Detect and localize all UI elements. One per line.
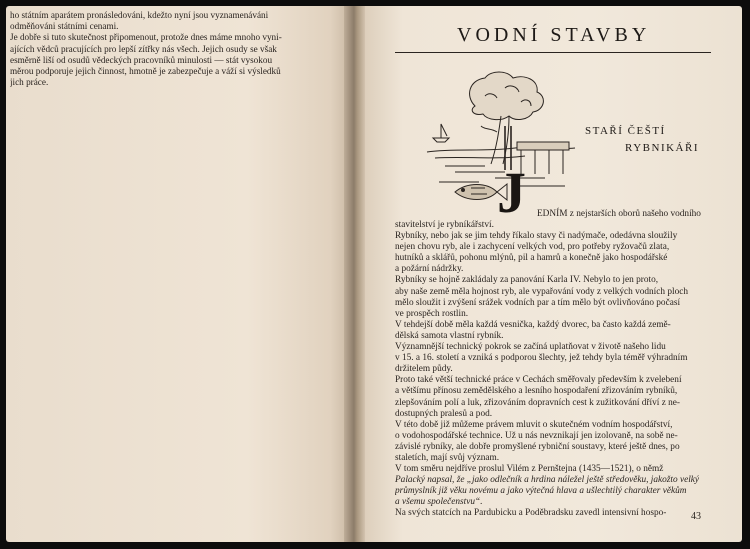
left-page-text — [10, 10, 326, 88]
opening-line: EDNÍM z nejstarších oborů našeho vodního — [537, 209, 701, 219]
text-line: ve prospěch rostlin. — [395, 308, 469, 319]
text-line: v 15. a 16. století a vzniká s podporou šlechty, jež tehdy byla téměř výhradním — [395, 353, 688, 364]
text-line: držitelem půdy. — [395, 364, 453, 375]
text-line: V této době již můžeme právem mluvit o skutečném vodním hospodářství, — [395, 419, 673, 430]
text-line: esměrně liší od osudů vědeckých pracovníků minulosti — stát vysokou — [10, 54, 273, 65]
text-line: hutníků a sklářů, pohonu mlýnů, pil a hamrů a konečně jako hospodářské — [395, 253, 668, 264]
section-title-line1: STAŘÍ ČEŠTÍ — [585, 125, 666, 137]
text-line: průmyslník již věku novému a jako výtečná hlava a ušlechtilý charakter věkům — [395, 486, 687, 497]
text-line: ajících vědců pracujících pro lepší zítřky nás všech. Jejich osudy se však — [10, 43, 277, 54]
text-line: Rybníky, nebo jak se jim tehdy říkalo stavy či nadýmače, odedávna sloužily — [395, 231, 678, 242]
text-line: závislé rybníky, ale dobře promyšlené rybniční soustavy, které ještě dnes, po — [395, 441, 680, 452]
text-line: ho státním aparátem pronásledováni, kdežto nyní jsou vyznamenáváni — [10, 10, 269, 20]
left-page — [6, 6, 351, 542]
text-line: měrou podporuje jejich činnost, hmotně je zabezpečuje a váží si výsledků — [10, 66, 281, 77]
text-line: mělo sloužit i zvýšení srážek vodních par a tím mělo být ovlivňováno počasí — [395, 297, 681, 308]
text-line: Na svých statcích na Pardubicku a Poděbradsku zavedl intensivní hospo- — [395, 508, 667, 519]
text-line: a většímu přínosu zemědělského a lesního hospodaření zřizováním rybníků, — [395, 386, 678, 397]
drop-cap: J — [497, 160, 526, 225]
chapter-title: VODNÍ STAVBY — [457, 24, 651, 46]
text-line: Významnější technický pokrok se začíná uplatňovat v životě našeho lidu — [395, 342, 666, 353]
text-line: odměňováni státními cenami. — [10, 21, 119, 32]
text-line: zlepšováním polí a luk, zřizováním dopravních cest k zužitkování dříví z ne- — [395, 397, 681, 408]
book-gutter — [344, 6, 366, 542]
text-line: V tehdejší době měla každá vesnička, každý dvorec, ba často každá země- — [395, 319, 671, 330]
text-line: a všemu společenstvu“. — [395, 497, 483, 508]
text-line: V tom směru nejdříve proslul Vilém z Pernštejna (1435—1521), o němž — [395, 464, 664, 475]
text-line: Je dobře si tuto skutečnost připomenout, protože dnes máme mnoho vyni- — [10, 32, 282, 43]
text-line: jich práce. — [10, 77, 49, 88]
text-line: nejen chovu ryb, ale i zachycení velkých vod, pro potřeby ryžovačů zlata, — [395, 242, 670, 253]
text-line: o vodohospodářské technice. Už u nás nevznikají jen izolovaně, na sobě ne- — [395, 430, 678, 441]
right-page — [365, 6, 742, 542]
text-line: staletích, mají svůj význam. — [395, 452, 500, 463]
page-number: 43 — [691, 511, 701, 522]
text-line: dostupných pralesů a pod. — [395, 408, 493, 419]
text-line: a požární nádržky. — [395, 264, 464, 275]
right-page-text — [395, 206, 713, 520]
text-line: aby naše země měla hojnost ryb, ale vypařování vody z velkých vodních ploch — [395, 286, 689, 297]
title-rule — [395, 52, 711, 53]
text-line: Proto také větší technické práce v Čechách směřovaly především k zvelebení — [395, 375, 682, 386]
section-title-line2: RYBNIKÁŘI — [625, 142, 700, 154]
text-line: Palacký napsal, že „jako odlečník a hrdina náležel ještě středověku, jakožto velký — [395, 475, 700, 486]
text-line: dělská samota vlastní rybník. — [395, 330, 504, 341]
text-line: stavitelství je rybníkářství. — [395, 220, 494, 230]
text-line: Rybníky se hojně zakládaly za panování Karla IV. Nebylo to jen proto, — [395, 275, 659, 286]
